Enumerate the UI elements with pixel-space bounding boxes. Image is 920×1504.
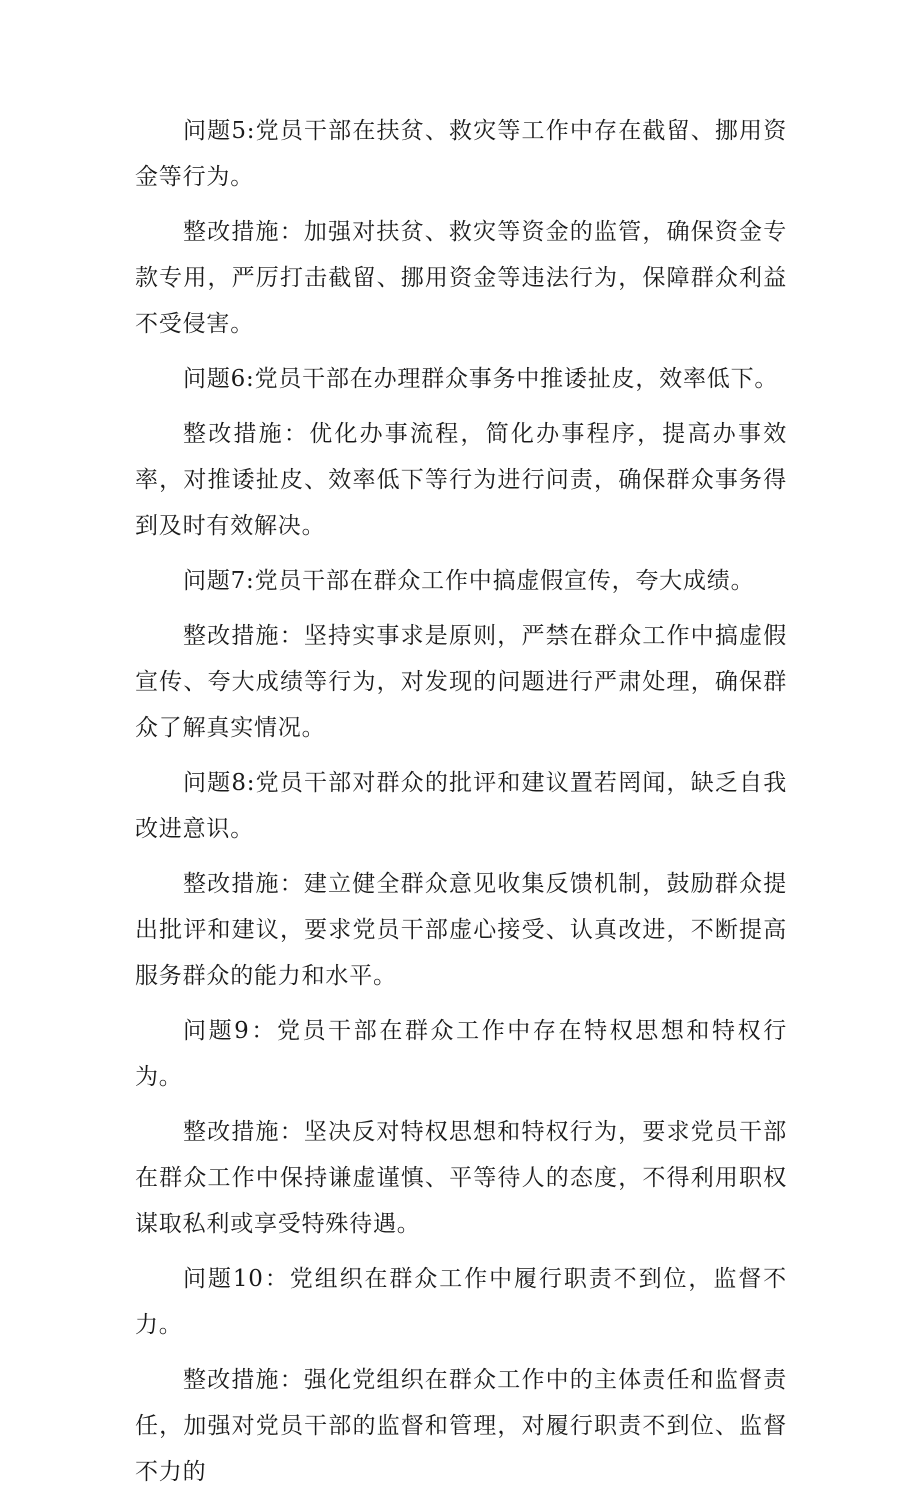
issue-10-paragraph: 问题10：党组织在群众工作中履行职责不到位，监督不力。 (135, 1266, 787, 1338)
measure-9-paragraph: 整改措施：坚决反对特权思想和特权行为，要求党员干部在群众工作中保持谦虚谨慎、平等待人的态度，不得利用职权谋取私利或享受特殊待遇。 (135, 1119, 787, 1237)
issue-9-paragraph: 问题9：党员干部在群众工作中存在特权思想和特权行为。 (135, 1018, 787, 1090)
measure-7-paragraph: 整改措施：坚持实事求是原则，严禁在群众工作中搞虚假宣传、夸大成绩等行为，对发现的问题进行严肃处理，确保群众了解真实情况。 (135, 623, 787, 741)
document-body (135, 108, 787, 1504)
measure-8-paragraph: 整改措施：建立健全群众意见收集反馈机制，鼓励群众提出批评和建议，要求党员干部虚心接受、认真改进，不断提高服务群众的能力和水平。 (135, 871, 787, 989)
measure-5-paragraph: 整改措施：加强对扶贫、救灾等资金的监管，确保资金专款专用，严厉打击截留、挪用资金等违法行为，保障群众利益不受侵害。 (135, 219, 787, 337)
measure-10-paragraph: 整改措施：强化党组织在群众工作中的主体责任和监督责任，加强对党员干部的监督和管理，对履行职责不到位、监督不力的 (135, 1367, 787, 1485)
measure-6-paragraph: 整改措施：优化办事流程，简化办事程序，提高办事效率，对推诿扯皮、效率低下等行为进行问责，确保群众事务得到及时有效解决。 (135, 421, 787, 539)
issue-5-paragraph: 问题5:党员干部在扶贫、救灾等工作中存在截留、挪用资金等行为。 (135, 118, 787, 190)
issue-7-paragraph: 问题7:党员干部在群众工作中搞虚假宣传，夸大成绩。 (183, 568, 755, 594)
issue-8-paragraph: 问题8:党员干部对群众的批评和建议置若罔闻，缺乏自我改进意识。 (135, 770, 787, 842)
issue-6-paragraph: 问题6:党员干部在办理群众事务中推诿扯皮，效率低下。 (183, 366, 779, 392)
